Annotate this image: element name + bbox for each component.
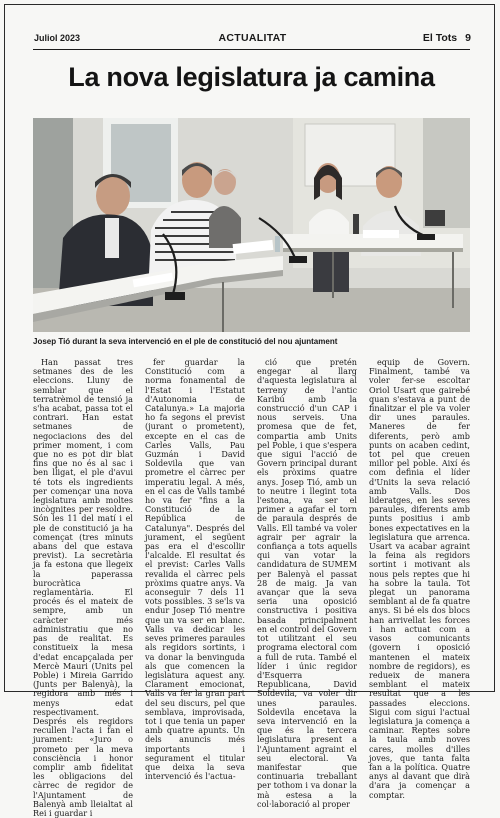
header-publication-block bbox=[423, 32, 471, 44]
header-publication: El Tots bbox=[422, 32, 458, 44]
photo-caption: Josep Tió durant la seva intervenció en el ple de constitució del nou ajuntament bbox=[33, 337, 338, 346]
article-column-2 bbox=[145, 357, 245, 782]
column-1-text: Han passat tres setmanes des de les eleccions. Lluny de semblar que el terratrèmol de tensió ja s'ha acabat, passa tot el contrari. Han estat setmanes de negociacions des del primer moment, i com que no es pot dir blat fins que no és al sac i ben lligat, el ple d'avui té tots els ingredients per començar una nova legislatura amb moltes incògnites per resoldre. Són les 11 del matí i el ple de constitució ja ha començat (tres minuts abans del que estava previst). La secretària ja fa estona que llegeix la paperassa burocràtica reglamentària. El procés és el mateix de sempre, amb un caràcter més administratiu que no pas de realitat. Es constitueix la mesa d'edat encapçalada per Mercè Mauri (Units pel Poble) i Mireia Garrido (Junts per Balenyà), la regidora amb més i menys edat respectivament. Després els regidors recullen l'acta i fan el jurament: «Juro o prometo per la meva consciència i honor complir amb fidelitat les obligacions del càrrec de regidor de l'Ajuntament de Balenyà amb lleialtat al Rei i guardar i bbox=[33, 357, 133, 818]
article-body bbox=[33, 357, 470, 818]
article-column-3 bbox=[257, 357, 357, 809]
column-4-text: equip de Govern. Finalment, també va voler fer-se escoltar Oriol Usart que gairebé quan s'estava a punt de finalitzar el ple va voler dir unes paraules. Maneres de fer diferents, però amb punts on acaben cedint, tot pel que creuen millor pel poble. Així és com definia el líder d'Units la seva relació amb Valls. Dos lideratges, en les seves paraules, diferents amb punts positius i amb bones expectatives en la legislatura que arrenca. Usart va acabar agraint la feina als regidors sortint i motivant als nous pels reptes que hi ha sobre la taula. Tot plegat un panorama semblant al de fa quatre anys. Si bé els dos blocs han arrivellat les forces i han actuat com a vasos comunicants (govern i oposició mantenen el mateix nombre de regidors), es redueix de manera semblant el mateix resultat que a les passades eleccions. Sigui com sigui l'actual legislatura ja comença a caminar. Reptes sobre la taula amb noves cares, molles d'illes joves, que tanta falta fan a la política. Quatre anys al davant que dirà d'ara ja començar a comptar. bbox=[369, 357, 470, 800]
article-column-1 bbox=[33, 357, 133, 818]
meeting-photo-illustration bbox=[33, 118, 470, 332]
header-section: ACTUALITAT bbox=[218, 32, 287, 44]
header-page-number: 9 bbox=[465, 32, 471, 44]
column-2-text: fer guardar la Constitució com a norma fonamental de l'Estat i l'Estatut d'Autonomia de Catalunya.» La majoria ho fa segons el previst (jurant o prometent), excepte en el cas de Carles Valls, Pau Guzmán i David Soldevila que van prometre el càrrec per imperatiu legal. A més, en el cas de Valls també ho va fer "fins a la Constitució de la República de Catalunya". Després del jurament, el següent pas era el d'escollir l'alcalde. El resultat és el previst: Carles Valls revalida el càrrec pels pròxims quatre anys. Va aconseguir 7 dels 11 vots possibles. 3 se'ls va endur Josep Tió mentre que un va ser en blanc. Valls va dedicar les seves primeres paraules als regidors sortints, i va donar la benvinguda als que comencen la legislatura aquest any. Clarament emocionat, Valls va fer la gran part del seu discurs, pel que semblava, improvisada, tot i que tenia un paper amb quatre apunts. Un dels anuncis més importants i segurament el titular que deixa la seva intervenció és l'actua- bbox=[145, 357, 245, 782]
page-header bbox=[34, 33, 471, 47]
header-rule bbox=[33, 49, 470, 50]
column-3-text: ció que pretén engegar al llarg d'aquesta legislatura al terreny de l'antic Karibú amb la construcció d'un CAP i nous serveis. Una promesa que de fet, compartia amb Units pel Poble, i que s'espera que sigui l'acció de Govern principal durant els pròxims quatre anys. Josep Tió, amb un to neutre i llegint tota l'estona, va ser el primer a agafar el torn de paraula després de Valls. Ell també va voler agrair per agrair la confiança a tots aquells qui van votar la candidatura de SUMEM per Balenyà el passat 28 de maig. Ja van avançar que la seva seria una oposició constructiva i positiva basada principalment en el control del Govern tot utilitzant el seu programa electoral com a full de ruta. També el líder i únic regidor d'Esquerra Republicana, David Soldevila, va voler dir unes paraules. Soldevila encetava la seva intervenció en la que és la tercera legislatura present a l'Ajuntament agraint el seu electoral. Va manifestar que continuaria treballant per tothom i va donar la mà estesa a la col·laboració al proper bbox=[257, 357, 357, 809]
article-column-4 bbox=[369, 357, 470, 800]
article-title: La nova legislatura ja camina bbox=[68, 62, 435, 92]
article-photo bbox=[33, 118, 470, 332]
header-date: Juliol 2023 bbox=[34, 33, 81, 43]
